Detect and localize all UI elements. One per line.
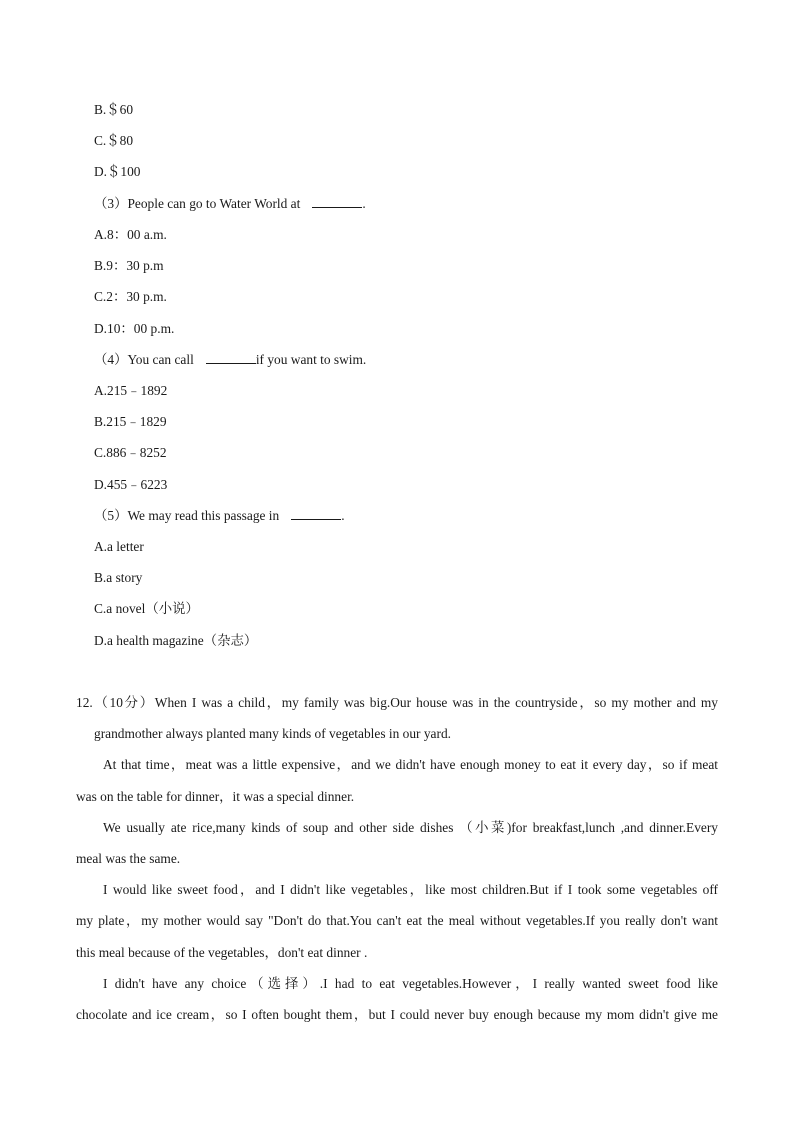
q4-stem-line [94,352,366,368]
q4-stem: （4）You can call [94,352,194,367]
q5-stem-line [94,508,345,524]
q3-stem: （3）People can go to Water World at [94,196,301,211]
q3-stem-end: . [362,196,366,211]
q5-option-c: C.a novel（小说） [94,601,199,616]
q4-stem-end: if you want to swim. [255,352,367,367]
q12-line-4: was on the table for dinner，it was a special dinner. [76,789,355,804]
q12-line-2: grandmother always planted many kinds of vegetables in our yard. [94,726,451,741]
q4-option-b: B.215﹣1829 [94,414,167,429]
q3-option-a: A.8：00 a.m. [94,227,167,242]
q12-line-3: At that time，meat was a little expensive，and we didn't have enough money to eat it every day，so if meat [103,757,718,772]
q2-option-d: D.＄100 [94,164,141,179]
q12-line-9: this meal because of the vegetables，don't eat dinner . [76,945,368,960]
q12-line-1: 12.（10分）When I was a child，my family was big.Our house was in the countryside，so my mother and my [76,695,718,710]
q5-answer-blank [291,508,341,520]
q3-answer-blank [312,196,362,208]
q12-line-7: I would like sweet food，and I didn't like vegetables，like most children.But if I took some vegetables off [103,882,718,897]
q12-line-5: We usually ate rice,many kinds of soup and other side dishes （小菜)for breakfast,lunch ,and dinner.Every [103,820,718,835]
q4-option-d: D.455﹣6223 [94,477,168,492]
q3-option-b: B.9：30 p.m [94,258,164,273]
q4-option-c: C.886﹣8252 [94,445,167,460]
q12-line-8: my plate，my mother would say "Don't do that.You can't eat the meal without vegetables.If you really don't want [76,913,718,928]
q2-option-b: B.＄60 [94,102,134,117]
q12-line-10: I didn't have any choice（选择）.I had to eat vegetables.However，I really wanted sweet food like [103,976,718,991]
q4-option-a: A.215﹣1892 [94,383,168,398]
q5-option-d: D.a health magazine（杂志） [94,633,258,648]
q5-option-b: B.a story [94,570,143,585]
q5-stem: （5）We may read this passage in [94,508,280,523]
q3-stem-line [94,196,366,212]
q5-option-a: A.a letter [94,539,144,554]
q12-line-11: chocolate and ice cream，so I often bought them，but I could never buy enough because my mom didn't give me [76,1007,718,1022]
q12-line-6: meal was the same. [76,851,181,866]
q3-option-c: C.2：30 p.m. [94,289,167,304]
q5-stem-end: . [341,508,345,523]
q3-option-d: D.10：00 p.m. [94,321,175,336]
q4-answer-blank [206,352,256,364]
q2-option-c: C.＄80 [94,133,134,148]
